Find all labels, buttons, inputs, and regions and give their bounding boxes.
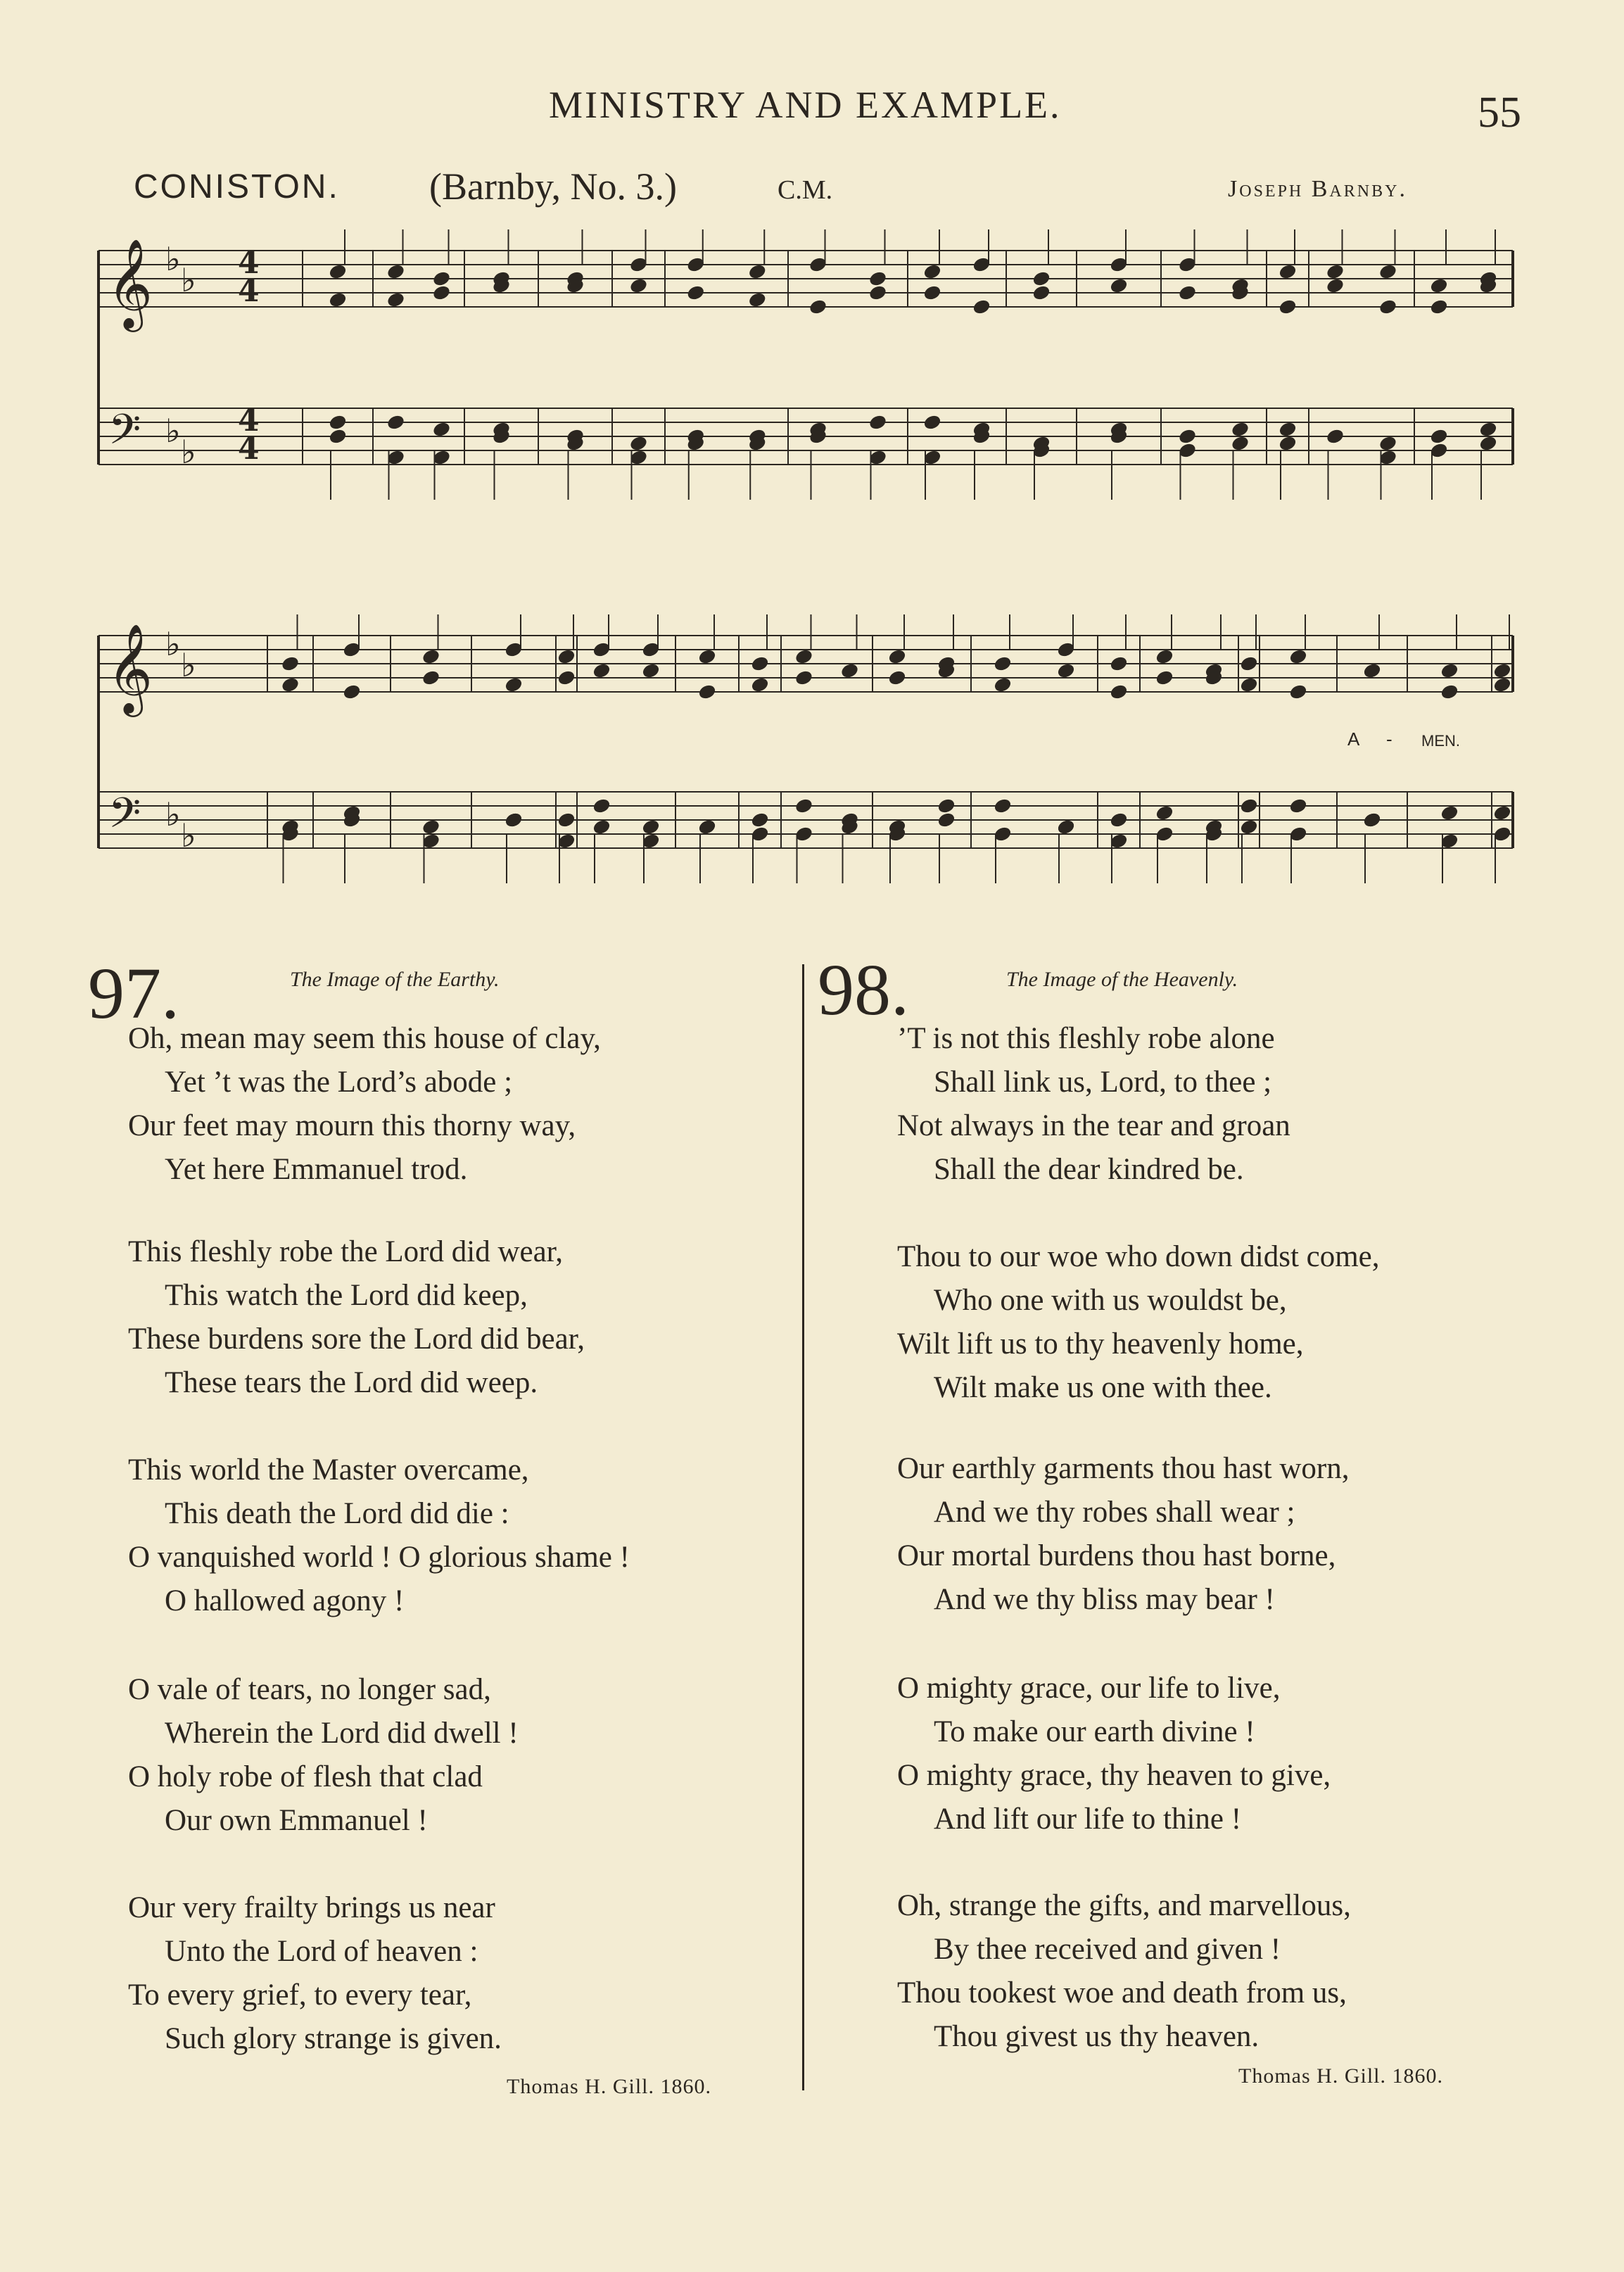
note-head [505, 812, 524, 828]
column-divider [802, 964, 804, 2090]
note-head [1493, 676, 1512, 693]
verse-line: Thou to our woe who down didst come, [897, 1240, 1380, 1273]
verse-line: Unto the Lord of heaven : [165, 1935, 478, 1968]
note-head [1279, 263, 1298, 280]
note-head [1110, 277, 1129, 294]
stanza [128, 1017, 601, 1192]
composer: Joseph Barnby. [1228, 176, 1407, 202]
note-head [386, 414, 405, 431]
note-head [808, 298, 827, 315]
verse-line: Such glory strange is given. [165, 2022, 502, 2055]
note-head [1155, 648, 1174, 665]
time-signature-digit: 4 [238, 245, 260, 281]
tune-meter: C.M. [778, 175, 833, 205]
tune-name: CONISTON. [134, 168, 340, 206]
note-head [1240, 819, 1259, 835]
verse-line: Thou givest us thy heaven. [934, 2020, 1260, 2053]
flat-icon: ♭ [165, 412, 181, 450]
verse-line: Our own Emmanuel ! [165, 1804, 428, 1837]
note-head [698, 819, 717, 835]
verse-line: Wilt make us one with thee. [934, 1371, 1272, 1404]
verse-line: O mighty grace, our life to live, [897, 1672, 1281, 1705]
amen-dash: - [1386, 728, 1393, 750]
note-head [329, 428, 348, 445]
note-head [1440, 683, 1459, 700]
note-head [386, 263, 405, 280]
note-head [794, 669, 813, 686]
note-head [994, 655, 1013, 672]
note-head [1493, 804, 1512, 821]
verse-line: Wherein the Lord did dwell ! [165, 1717, 519, 1750]
note-head [281, 676, 300, 693]
verse-line: O vanquished world ! O glorious shame ! [128, 1541, 630, 1574]
music-system-2 [99, 614, 1513, 883]
verse-line: This watch the Lord did keep, [165, 1279, 528, 1312]
note-head [1240, 655, 1259, 672]
verse-line: O hallowed agony ! [165, 1584, 405, 1617]
stanza [897, 1017, 1290, 1192]
flat-icon: ♭ [165, 795, 181, 833]
note-head [748, 291, 767, 308]
note-head [629, 277, 648, 294]
stanza [897, 1235, 1380, 1410]
note-head [1057, 819, 1076, 835]
note-head [1430, 277, 1449, 294]
verse-line: Shall link us, Lord, to thee ; [934, 1066, 1272, 1099]
note-head [1326, 277, 1345, 294]
note-head [1479, 421, 1498, 438]
note-head [1178, 428, 1197, 445]
note-head [1479, 435, 1498, 452]
running-header: MINISTRY AND EXAMPLE. [549, 84, 1062, 126]
stanza [897, 1447, 1349, 1622]
treble-clef-icon: 𝄞 [107, 238, 153, 328]
verse-line: O holy robe of flesh that clad [128, 1760, 483, 1793]
verse-line: Our feet may mourn this thorny way, [128, 1109, 576, 1142]
note-head [1155, 669, 1174, 686]
note-head [432, 284, 451, 301]
page-number: 55 [1478, 89, 1521, 137]
note-head [281, 655, 300, 672]
time-signature-digit: 4 [238, 273, 260, 309]
verse-line: Yet ’t was the Lord’s abode ; [165, 1066, 513, 1099]
note-head [868, 270, 887, 287]
note-head [751, 655, 770, 672]
amen-men: MEN. [1421, 732, 1460, 750]
note-head [421, 669, 440, 686]
note-head [1110, 812, 1129, 828]
verse-line: Our mortal burdens thou hast borne, [897, 1539, 1336, 1572]
hymn-title: The Image of the Heavenly. [1006, 968, 1238, 991]
note-head [329, 263, 348, 280]
note-head [794, 648, 813, 665]
tune-info: (Barnby, No. 3.) [429, 165, 677, 208]
note-head [888, 648, 907, 665]
note-head [1110, 655, 1129, 672]
note-head [1289, 797, 1308, 814]
stanza [128, 1668, 519, 1843]
attribution: Thomas H. Gill. 1860. [507, 2075, 711, 2098]
note-head [343, 683, 362, 700]
hymn-title: The Image of the Earthy. [290, 968, 500, 991]
note-head [421, 819, 440, 835]
verse-line: Yet here Emmanuel trod. [165, 1153, 468, 1186]
verse-line: This death the Lord did die : [165, 1497, 509, 1530]
note-head [1032, 284, 1051, 301]
note-head [937, 797, 956, 814]
stanza [128, 1230, 585, 1405]
attribution: Thomas H. Gill. 1860. [1238, 2064, 1443, 2088]
note-head [1440, 804, 1459, 821]
verse-line: Oh, strange the gifts, and marvellous, [897, 1889, 1351, 1922]
bass-clef-icon: 𝄢 [108, 788, 141, 847]
note-head [1178, 284, 1197, 301]
note-head [1363, 662, 1382, 679]
note-head [888, 669, 907, 686]
verse-line: And lift our life to thine ! [934, 1803, 1242, 1836]
note-head [1289, 683, 1308, 700]
note-head [686, 284, 705, 301]
flat-icon: ♭ [165, 625, 181, 663]
verse-line: These burdens sore the Lord did bear, [128, 1323, 585, 1356]
verse-line: These tears the Lord did weep. [165, 1366, 538, 1399]
flat-icon: ♭ [181, 261, 196, 299]
note-head [1279, 421, 1298, 438]
flat-icon: ♭ [181, 816, 196, 854]
note-head [868, 284, 887, 301]
hymn-number: 97. [88, 953, 179, 1034]
note-head [1240, 676, 1259, 693]
note-head [1240, 797, 1259, 814]
note-head [994, 676, 1013, 693]
note-head [642, 662, 661, 679]
verse-line: Not always in the tear and groan [897, 1109, 1290, 1142]
stanza [128, 1886, 502, 2061]
stanza [897, 1884, 1351, 2059]
note-head [923, 263, 942, 280]
note-head [1057, 662, 1076, 679]
note-head [840, 662, 859, 679]
note-head [329, 291, 348, 308]
note-head [1430, 298, 1449, 315]
music-score [0, 0, 1624, 915]
note-head [592, 662, 611, 679]
stanza [128, 1449, 630, 1623]
note-head [1231, 435, 1250, 452]
verse-line: By thee received and given ! [934, 1933, 1281, 1966]
verse-line: Who one with us wouldst be, [934, 1284, 1287, 1317]
note-head [557, 648, 576, 665]
note-head [1493, 662, 1512, 679]
note-head [642, 819, 661, 835]
verse-line: Shall the dear kindred be. [934, 1153, 1244, 1186]
note-head [937, 812, 956, 828]
verse-line: To every grief, to every tear, [128, 1978, 472, 2012]
note-head [1440, 662, 1459, 679]
note-head [923, 284, 942, 301]
note-head [1363, 812, 1382, 828]
note-head [751, 812, 770, 828]
verse-line: And we thy robes shall wear ; [934, 1496, 1295, 1529]
note-head [1155, 804, 1174, 821]
amen-a: A [1347, 728, 1360, 750]
flat-icon: ♭ [181, 433, 196, 471]
note-head [972, 298, 991, 315]
verse-line: O vale of tears, no longer sad, [128, 1673, 491, 1706]
note-head [1378, 298, 1397, 315]
note-head [557, 669, 576, 686]
verse-line: Oh, mean may seem this house of clay, [128, 1022, 601, 1055]
note-head [1231, 421, 1250, 438]
verse-line: This world the Master overcame, [128, 1453, 529, 1487]
note-head [748, 263, 767, 280]
note-head [1378, 263, 1397, 280]
note-head [698, 683, 717, 700]
note-head [557, 812, 576, 828]
note-head [994, 797, 1013, 814]
verse-line: Wilt lift us to thy heavenly home, [897, 1327, 1304, 1361]
note-head [329, 414, 348, 431]
note-head [432, 270, 451, 287]
note-head [1430, 428, 1449, 445]
treble-clef-icon: 𝄞 [107, 623, 153, 713]
note-head [868, 414, 887, 431]
note-head [1279, 298, 1298, 315]
flat-icon: ♭ [165, 240, 181, 278]
note-head [1032, 270, 1051, 287]
time-signature-digit: 4 [238, 431, 260, 467]
note-head [1378, 435, 1397, 452]
note-head [751, 676, 770, 693]
time-signature-digit: 4 [238, 403, 260, 438]
note-head [592, 797, 611, 814]
verse-line: ’T is not this fleshly robe alone [897, 1022, 1275, 1055]
note-head [505, 676, 524, 693]
stanza [897, 1667, 1331, 1841]
note-head [432, 421, 451, 438]
note-head [1110, 683, 1129, 700]
bass-clef-icon: 𝄢 [108, 405, 141, 464]
note-head [794, 797, 813, 814]
music-system-1 [99, 229, 1513, 500]
hymn-number: 98. [818, 949, 909, 1030]
note-head [386, 291, 405, 308]
verse-line: Thou tookest woe and death from us, [897, 1976, 1347, 2009]
verse-line: Our very frailty brings us near [128, 1891, 495, 1924]
flat-icon: ♭ [181, 646, 196, 684]
note-head [1326, 263, 1345, 280]
note-head [698, 648, 717, 665]
note-head [1326, 428, 1345, 445]
verse-line: Our earthly garments thou hast worn, [897, 1452, 1350, 1485]
verse-line: To make our earth divine ! [934, 1715, 1255, 1748]
verse-line: This fleshly robe the Lord did wear, [128, 1235, 564, 1268]
note-head [1279, 435, 1298, 452]
note-head [1289, 648, 1308, 665]
verse-line: O mighty grace, thy heaven to give, [897, 1759, 1331, 1792]
note-head [629, 435, 648, 452]
note-head [421, 648, 440, 665]
note-head [592, 819, 611, 835]
verse-line: And we thy bliss may bear ! [934, 1583, 1275, 1616]
note-head [923, 414, 942, 431]
